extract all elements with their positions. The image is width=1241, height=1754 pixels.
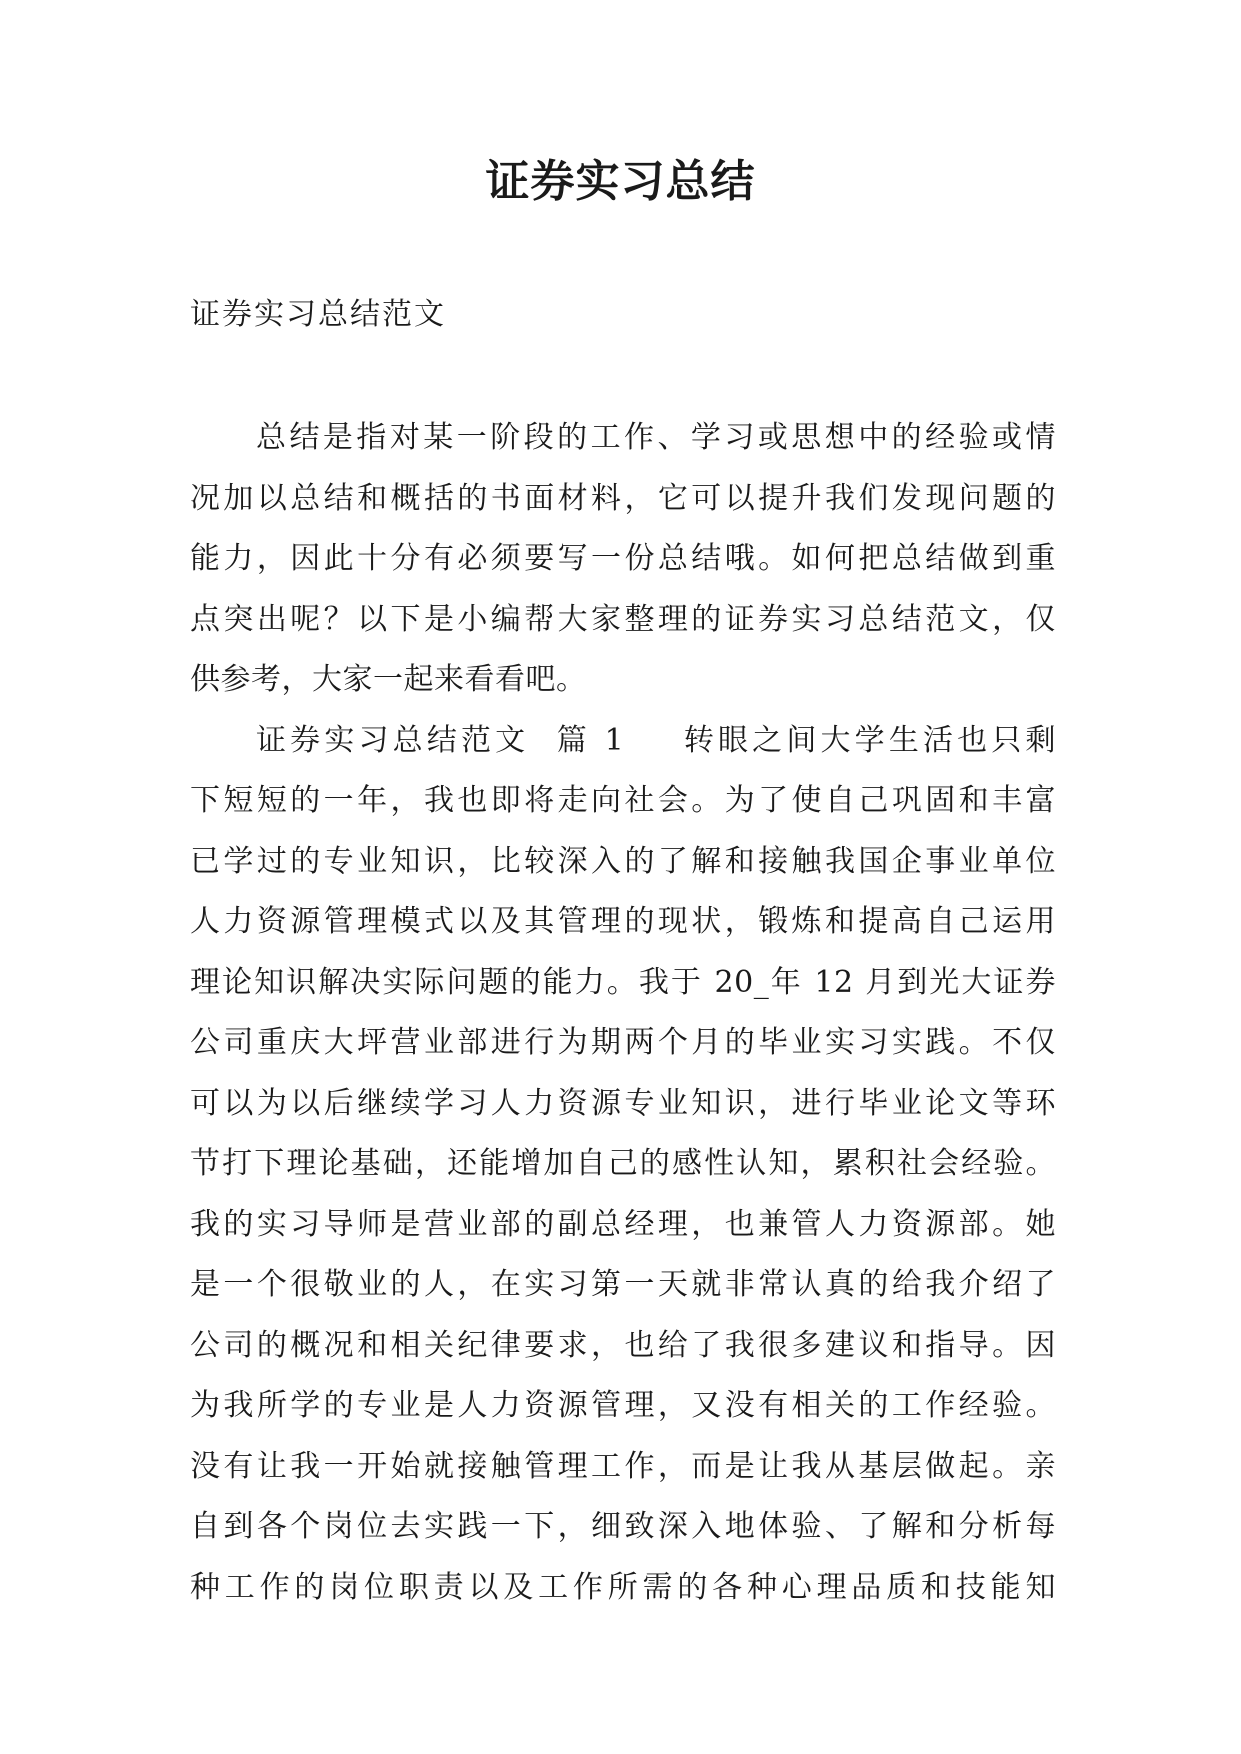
document-title: 证券实习总结: [485, 156, 756, 207]
paragraph-line: 可以为以后继续学习人力资源专业知识，进行毕业论文等环: [190, 1085, 1056, 1121]
paragraph-line: 公司重庆大坪营业部进行为期两个月的毕业实习实践。不仅: [190, 1025, 1056, 1060]
paragraph-line: 种工作的岗位职责以及工作所需的各种心理品质和技能知: [190, 1569, 1056, 1605]
paragraph-line: 点突出呢？以下是小编帮大家整理的证券实习总结范文，仅: [190, 601, 1056, 637]
paragraph-line: 我的实习导师是营业部的副总经理，也兼管人力资源部。她: [190, 1206, 1056, 1242]
document-subtitle: 证券实习总结范文: [190, 297, 446, 332]
document-body: [190, 408, 1056, 1618]
paragraph-line: 没有让我一开始就接触管理工作，而是让我从基层做起。亲: [190, 1448, 1056, 1484]
paragraph-line: 况加以总结和概括的书面材料，它可以提升我们发现问题的: [190, 480, 1056, 516]
section-heading-line: [190, 711, 1056, 772]
paragraph-line: 人力资源管理模式以及其管理的现状，锻炼和提高自己运用: [190, 904, 1056, 939]
paragraph-line: 为我所学的专业是人力资源管理，又没有相关的工作经验。: [190, 1388, 1056, 1423]
paragraph-line: 供参考，大家一起来看看吧。: [190, 662, 587, 697]
section-first-line: 转眼之间大学生活也只剩: [680, 722, 1057, 758]
section-heading: 证券实习总结范文 篇 1: [256, 722, 625, 758]
paragraph-line: 总结是指对某一阶段的工作、学习或思想中的经验或情: [256, 420, 1056, 455]
paragraph-line: 理论知识解决实际问题的能力。我于 20_年 12 月到光大证券: [190, 964, 1056, 1000]
paragraph-line: 已学过的专业知识，比较深入的了解和接触我国企事业单位: [190, 843, 1056, 879]
paragraph-line: 公司的概况和相关纪律要求，也给了我很多建议和指导。因: [190, 1327, 1056, 1363]
paragraph-line: 能力，因此十分有必须要写一份总结哦。如何把总结做到重: [190, 541, 1056, 576]
paragraph-line: 是一个很敬业的人，在实习第一天就非常认真的给我介绍了: [190, 1267, 1056, 1302]
paragraph-line: 自到各个岗位去实践一下，细致深入地体验、了解和分析每: [190, 1509, 1056, 1544]
paragraph-line: 节打下理论基础，还能增加自己的感性认知，累积社会经验。: [190, 1146, 1056, 1181]
paragraph-line: 下短短的一年，我也即将走向社会。为了使自己巩固和丰富: [190, 783, 1056, 818]
